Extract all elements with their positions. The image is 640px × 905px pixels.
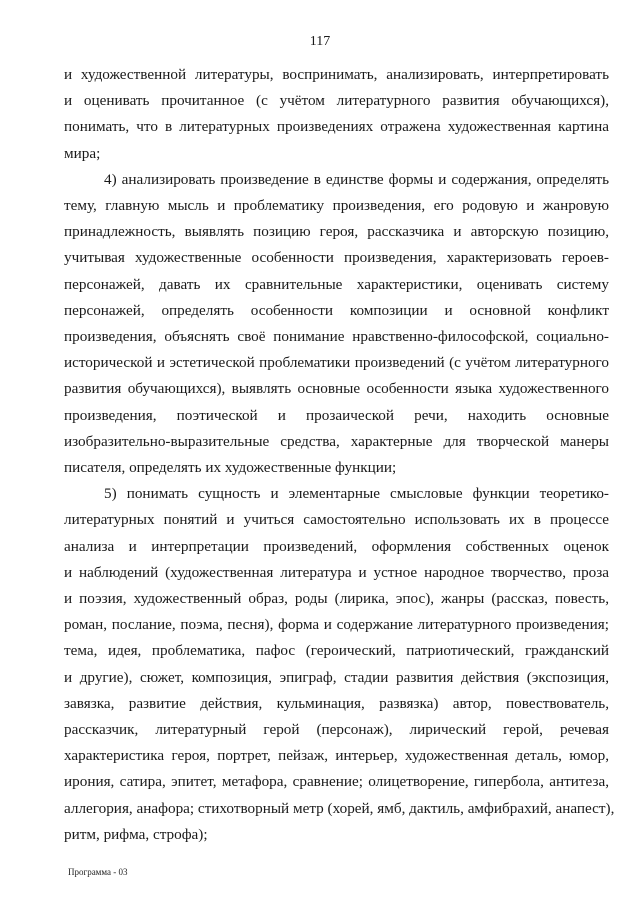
text-line: ритм, рифма, строфа); (64, 825, 208, 843)
page-footer: Программа - 03 (68, 867, 128, 877)
text-line: мира; (64, 144, 101, 162)
text-line: персонажей, давать их сравнительные характеристики, оценивать систему (64, 275, 609, 293)
text-line: ирония, сатира, эпитет, метафора, сравнение; олицетворение, гипербола, антитеза, (64, 773, 609, 791)
text-line: аллегория, анафора; стихотворный метр (хорей, ямб, дактиль, амфибрахий, анапест), (64, 799, 615, 817)
text-line: принадлежность, выявлять позицию героя, рассказчика и авторскую позицию, (64, 223, 609, 241)
text-line: произведения, объяснять своё понимание нравственно-философской, социально- (64, 328, 609, 346)
text-line: произведения, поэтической и прозаической речи, находить основные (64, 406, 609, 424)
body-text (64, 62, 615, 848)
text-line: роман, послание, поэма, песня), форма и содержание литературного произведения; (64, 616, 609, 634)
text-line: писателя, определять их художественные функции; (64, 459, 397, 477)
text-line: развития обучающихся), выявлять основные особенности языка художественного (64, 380, 609, 398)
paragraph-item-4 (64, 167, 609, 481)
text-line: литературных понятий и учиться самостоятельно использовать их в процессе (64, 511, 609, 529)
text-line: тему, главную мысль и проблематику произведения, его родовую и жанровую (64, 197, 609, 215)
text-line: и оценивать прочитанное (с учётом литературного развития обучающихся), (64, 92, 609, 110)
text-line: анализа и интерпретации произведений, оформления собственных оценок (64, 537, 609, 555)
text-line: изобразительно-выразительные средства, характерные для творческой манеры (64, 432, 609, 450)
text-line: завязка, развитие действия, кульминация, развязка) автор, повествователь, (64, 694, 609, 712)
text-line: исторической и эстетической проблематики произведений (с учётом литературного (64, 354, 609, 372)
text-line: персонажей, определять особенности композиции и основной конфликт (64, 301, 609, 319)
text-line: 5) понимать сущность и элементарные смысловые функции теоретико- (104, 485, 609, 503)
text-line: 4) анализировать произведение в единстве формы и содержания, определять (104, 170, 609, 188)
text-line: и наблюдений (художественная литература и устное народное творчество, проза (64, 563, 609, 581)
text-line: учитывая художественные особенности произведения, характеризовать героев- (64, 249, 609, 267)
page-number: 117 (309, 34, 331, 49)
text-line: и другие), сюжет, композиция, эпиграф, стадии развития действия (экспозиция, (64, 668, 609, 686)
paragraph-continuation (64, 62, 609, 167)
text-line: тема, идея, проблематика, пафос (героический, патриотический, гражданский (64, 642, 609, 660)
text-line: рассказчик, литературный герой (персонаж), лирический герой, речевая (64, 721, 609, 739)
paragraph-item-5 (64, 481, 615, 848)
text-line: характеристика героя, портрет, пейзаж, интерьер, художественная деталь, юмор, (64, 747, 609, 765)
text-line: и поэзия, художественный образ, роды (лирика, эпос), жанры (рассказ, повесть, (64, 590, 609, 608)
text-line: и художественной литературы, воспринимать, анализировать, интерпретировать (64, 66, 609, 83)
text-line: понимать, что в литературных произведениях отражена художественная картина (64, 118, 609, 136)
